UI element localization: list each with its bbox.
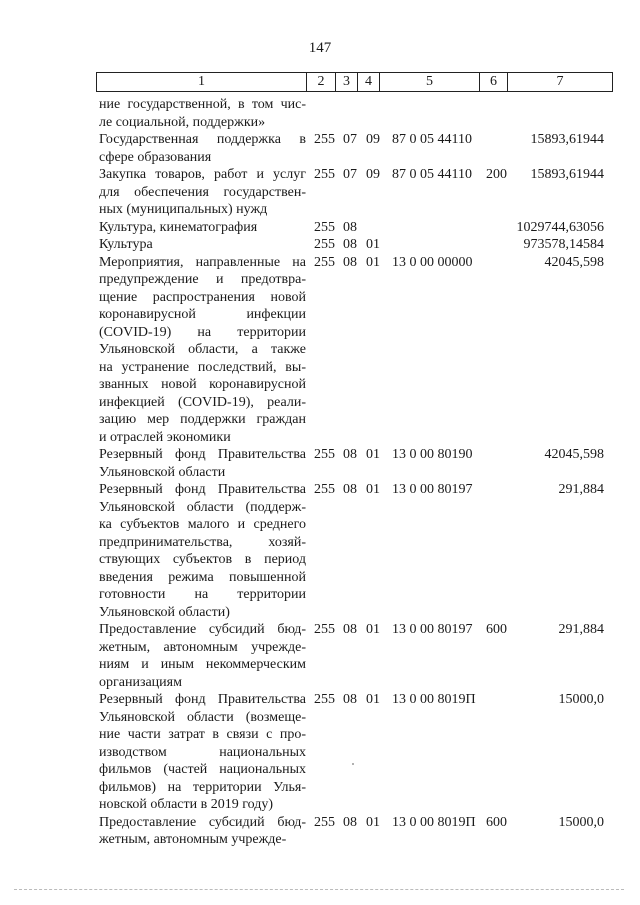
row-name-line: Резервный фонд Правительства — [99, 447, 306, 462]
cell-c4: 01 — [366, 814, 380, 830]
row-name-line: Ульяновской области (поддерж- — [99, 499, 306, 515]
cell-c7: 15000,0 — [558, 814, 604, 830]
row-name-line: Ульяновской области, а также — [99, 342, 306, 357]
scan-speck — [352, 763, 354, 765]
cell-c2: 255 — [314, 219, 335, 235]
row-name-line: и отраслей экономики — [99, 429, 231, 445]
cell-c2: 255 — [314, 692, 335, 707]
row-name-line: ка субъектов малого и среднего — [99, 517, 306, 532]
cell-c2: 255 — [314, 167, 335, 182]
row-name-line: ниям и иным некоммерческим — [99, 657, 306, 672]
row-name-line: (COVID-19) на территории — [99, 324, 306, 340]
row-name-line: фильмов (частей национальных — [99, 762, 306, 777]
row-name — [99, 131, 306, 166]
row-name-line: жетным, автономным учрежде- — [99, 639, 306, 655]
cell-c5: 13 0 00 00000 — [392, 254, 473, 270]
row-name-line: щение распространения новой — [99, 289, 306, 305]
cell-c4: 09 — [366, 132, 380, 147]
row-name-line: ние государственной, в том чис- — [99, 97, 306, 112]
cell-c6: 200 — [486, 167, 507, 182]
row-name — [99, 166, 306, 219]
cell-c7: 15893,61944 — [530, 167, 604, 182]
row-name-line: на устранение последствий, вы- — [99, 359, 306, 375]
row-name-line: Резервный фонд Правительства — [99, 692, 306, 707]
cell-c7: 42045,598 — [544, 447, 604, 462]
row-name — [99, 236, 306, 254]
cell-c5: 13 0 00 80197 — [392, 482, 473, 497]
row-name-line: предпринимательства, хозяй- — [99, 534, 306, 550]
cell-c3: 08 — [343, 814, 357, 830]
cell-c4: 01 — [366, 237, 380, 252]
row-name-line: Культура — [99, 237, 153, 252]
row-name-line: новской области в 2019 году) — [99, 797, 274, 812]
cell-c2: 255 — [314, 482, 335, 497]
column-header-table — [96, 72, 613, 92]
cell-c7: 15893,61944 — [530, 132, 604, 147]
row-name-line: для обеспечения государствен- — [99, 184, 306, 200]
cell-c7: 973578,14584 — [523, 237, 604, 252]
row-name-line: Мероприятия, направленные на — [99, 254, 306, 270]
column-header-2: 2 — [307, 73, 336, 92]
row-name-line: Ульяновской области (возмеще- — [99, 709, 306, 725]
row-name-line: зацию мер поддержки граждан — [99, 412, 306, 427]
row-name-line: Резервный фонд Правительства — [99, 482, 306, 497]
cell-c3: 08 — [343, 482, 357, 497]
row-name — [99, 481, 306, 621]
row-name-line: званных новой коронавирусной — [99, 377, 306, 392]
column-header-3: 3 — [336, 73, 358, 92]
scan-edge-line — [14, 889, 624, 890]
row-name-line: ле социальной, поддержки» — [99, 114, 266, 130]
row-name-line: Предоставление субсидий бюд- — [99, 814, 306, 830]
row-name-line: организациям — [99, 674, 182, 690]
cell-c7: 42045,598 — [544, 254, 604, 270]
row-name — [99, 814, 306, 849]
cell-c3: 07 — [343, 167, 357, 182]
cell-c5: 13 0 00 8019П — [392, 814, 476, 830]
cell-c3: 08 — [343, 692, 357, 707]
cell-c5: 13 0 00 80190 — [392, 447, 473, 462]
cell-c2: 255 — [314, 622, 335, 637]
row-name-line: Ульяновской области) — [99, 604, 230, 620]
row-name-line: ных (муниципальных) нужд — [99, 202, 268, 217]
row-name-line: Культура, кинематография — [99, 219, 258, 235]
row-name-line: изводством национальных — [99, 744, 306, 760]
cell-c4: 01 — [366, 482, 380, 497]
page-number: 147 — [308, 40, 332, 56]
row-name-line: Государственная поддержка в — [99, 132, 306, 147]
row-name-line: жетным, автономным учрежде- — [99, 832, 287, 847]
cell-c2: 255 — [314, 254, 335, 270]
column-header-row — [97, 73, 613, 92]
cell-c4: 01 — [366, 622, 380, 637]
row-name — [99, 254, 306, 447]
column-header-4: 4 — [358, 73, 380, 92]
cell-c2: 255 — [314, 237, 335, 252]
cell-c5: 13 0 00 80197 — [392, 622, 473, 637]
column-header-6: 6 — [480, 73, 508, 92]
row-name — [99, 621, 306, 691]
row-name-line: фильмов) на территории Улья- — [99, 779, 306, 795]
row-name-line: готовности на территории — [99, 587, 306, 602]
row-name — [99, 446, 306, 481]
cell-c2: 255 — [314, 814, 335, 830]
row-name-line: введения режима повышенной — [99, 569, 306, 585]
cell-c6: 600 — [486, 814, 507, 830]
cell-c3: 08 — [343, 237, 357, 252]
cell-c3: 08 — [343, 219, 357, 235]
cell-c6: 600 — [486, 622, 507, 637]
cell-c4: 01 — [366, 692, 380, 707]
row-name — [99, 96, 306, 131]
cell-c7: 1029744,63056 — [516, 219, 604, 235]
cell-c7: 291,884 — [558, 482, 604, 497]
row-name-line: Закупка товаров, работ и услуг — [99, 167, 306, 182]
cell-c4: 09 — [366, 167, 380, 182]
row-name-line: Предоставление субсидий бюд- — [99, 622, 306, 637]
row-name-line: ние части затрат в связи с про- — [99, 727, 306, 742]
cell-c5: 87 0 05 44110 — [392, 132, 472, 147]
column-header-7: 7 — [508, 73, 613, 92]
row-name-line: предупреждение и предотвра- — [99, 272, 306, 287]
row-name-line: ствующих субъектов в период — [99, 552, 306, 567]
cell-c3: 08 — [343, 447, 357, 462]
cell-c3: 08 — [343, 622, 357, 637]
cell-c2: 255 — [314, 132, 335, 147]
cell-c5: 13 0 00 8019П — [392, 692, 476, 707]
cell-c5: 87 0 05 44110 — [392, 167, 472, 182]
cell-c7: 15000,0 — [558, 692, 604, 707]
cell-c3: 08 — [343, 254, 357, 270]
cell-c3: 07 — [343, 132, 357, 147]
cell-c4: 01 — [366, 447, 380, 462]
cell-c4: 01 — [366, 254, 380, 270]
column-header-1: 1 — [97, 73, 307, 92]
cell-c2: 255 — [314, 447, 335, 462]
row-name — [99, 219, 306, 237]
row-name-line: инфекцией (COVID-19), реали- — [99, 394, 306, 410]
column-header-5: 5 — [380, 73, 480, 92]
cell-c7: 291,884 — [558, 622, 604, 637]
row-name-line: сфере образования — [99, 149, 212, 165]
row-name-line: коронавирусной инфекции — [99, 307, 306, 322]
row-name — [99, 691, 306, 814]
row-name-line: Ульяновской области — [99, 464, 226, 480]
